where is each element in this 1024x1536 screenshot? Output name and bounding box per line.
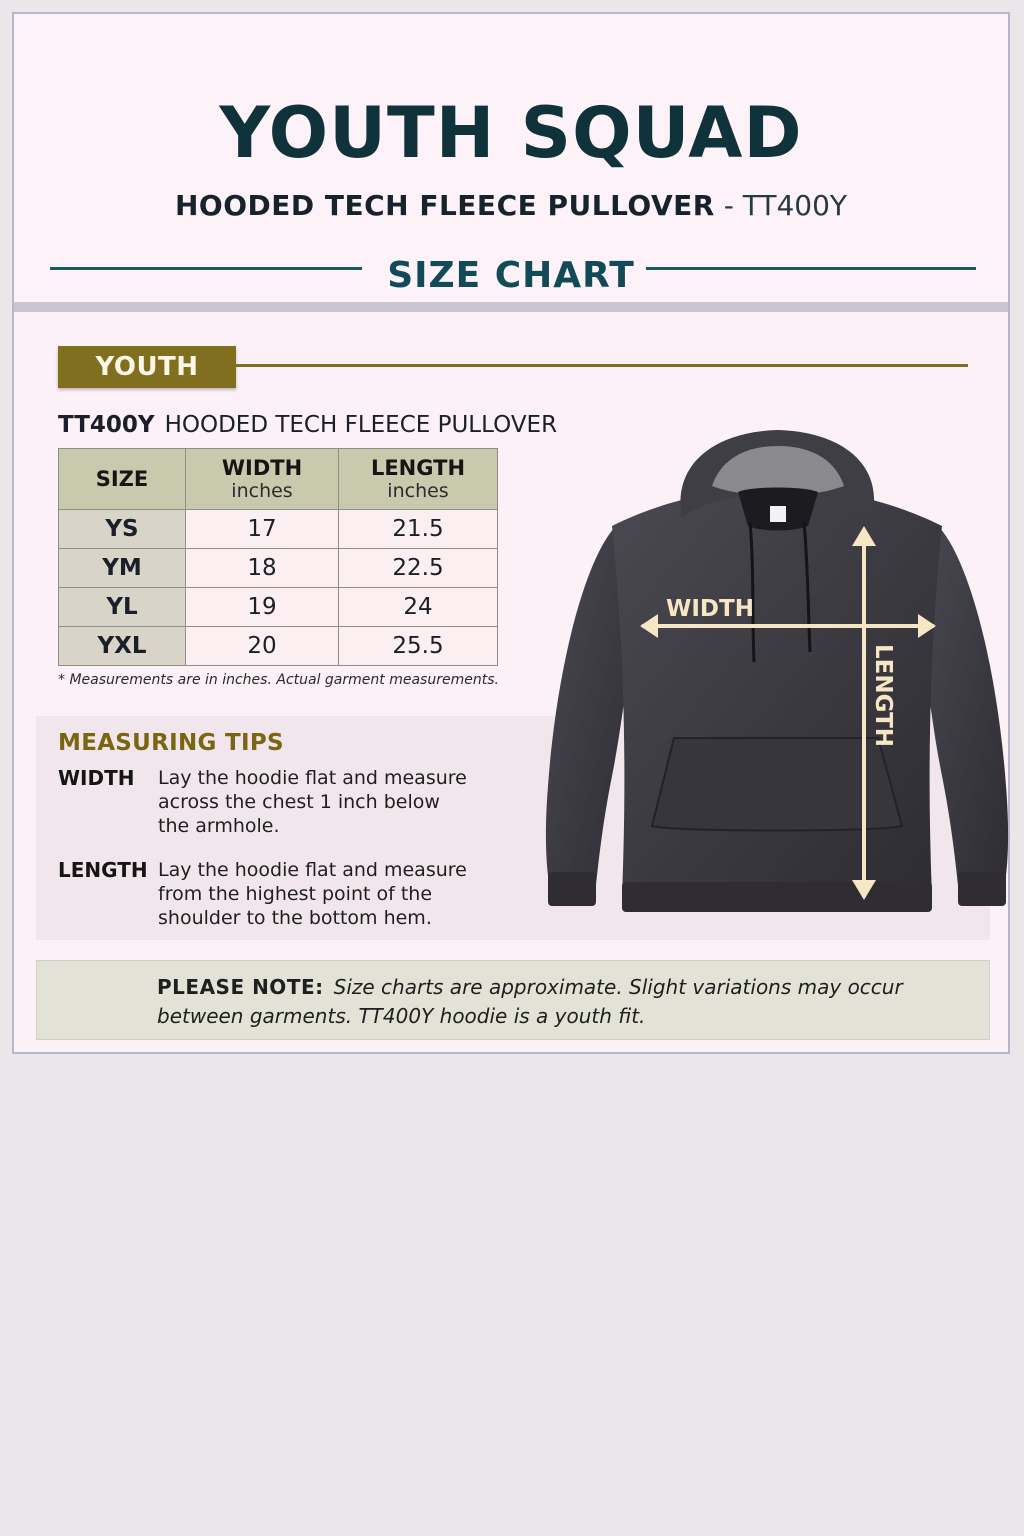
table-row (59, 549, 498, 588)
length-cell: 25.5 (339, 627, 498, 666)
length-cell: 22.5 (339, 549, 498, 588)
width-cell: 17 (186, 510, 339, 549)
product-line (14, 188, 1008, 224)
table-row (59, 510, 498, 549)
length-label: LENGTH (870, 644, 896, 748)
note-body: Size charts are approximate. Slight variations may occur between garments. TT400Y hoodie is a youth fit. (157, 975, 903, 1028)
width-cell: 20 (186, 627, 339, 666)
header-size: SIZE (59, 449, 186, 510)
size-cell: YS (59, 510, 186, 549)
tip-text-length: Lay the hoodie flat and measure from the highest point of the shoulder to the bottom hem. (158, 859, 467, 929)
header-width: WIDTH inches (186, 449, 339, 510)
size-cell: YM (59, 549, 186, 588)
table-row (59, 627, 498, 666)
size-cell: YXL (59, 627, 186, 666)
table-footnote: * Measurements are in inches. Actual garment measurements. (58, 672, 499, 688)
please-note-box (36, 960, 990, 1040)
header-divider (14, 302, 1008, 312)
table-product-name: HOODED TECH FLEECE PULLOVER (164, 412, 558, 438)
size-chart-sheet (12, 12, 1010, 1054)
table-product-code: TT400Y (58, 412, 155, 438)
hoodie-diagram (542, 426, 1012, 926)
brand-title: YOUTH SQUAD (219, 92, 803, 174)
length-cell: 24 (339, 588, 498, 627)
product-name: HOODED TECH FLEECE PULLOVER (174, 189, 715, 222)
width-cell: 18 (186, 549, 339, 588)
table-title (58, 408, 557, 442)
hoodie-icon (546, 430, 1008, 912)
tip-label-width: WIDTH (58, 766, 135, 790)
width-label: WIDTH (666, 596, 754, 622)
table-row (59, 588, 498, 627)
note-text (157, 973, 937, 1031)
size-table (58, 448, 498, 666)
note-label: PLEASE NOTE: (157, 975, 324, 999)
header (14, 14, 1008, 302)
width-cell: 19 (186, 588, 339, 627)
section-rule (236, 364, 968, 367)
tips-title: MEASURING TIPS (58, 730, 284, 756)
header-length: LENGTH inches (339, 449, 498, 510)
length-cell: 21.5 (339, 510, 498, 549)
product-separator: - (714, 189, 743, 222)
section-tag: YOUTH (58, 346, 236, 388)
product-code: TT400Y (742, 189, 848, 222)
size-cell: YL (59, 588, 186, 627)
tip-text-width: Lay the hoodie flat and measure across the chest 1 inch below the armhole. (158, 767, 467, 837)
table-header-row (59, 449, 498, 510)
chart-title: SIZE CHART (387, 255, 635, 296)
tip-label-length: LENGTH (58, 858, 148, 882)
